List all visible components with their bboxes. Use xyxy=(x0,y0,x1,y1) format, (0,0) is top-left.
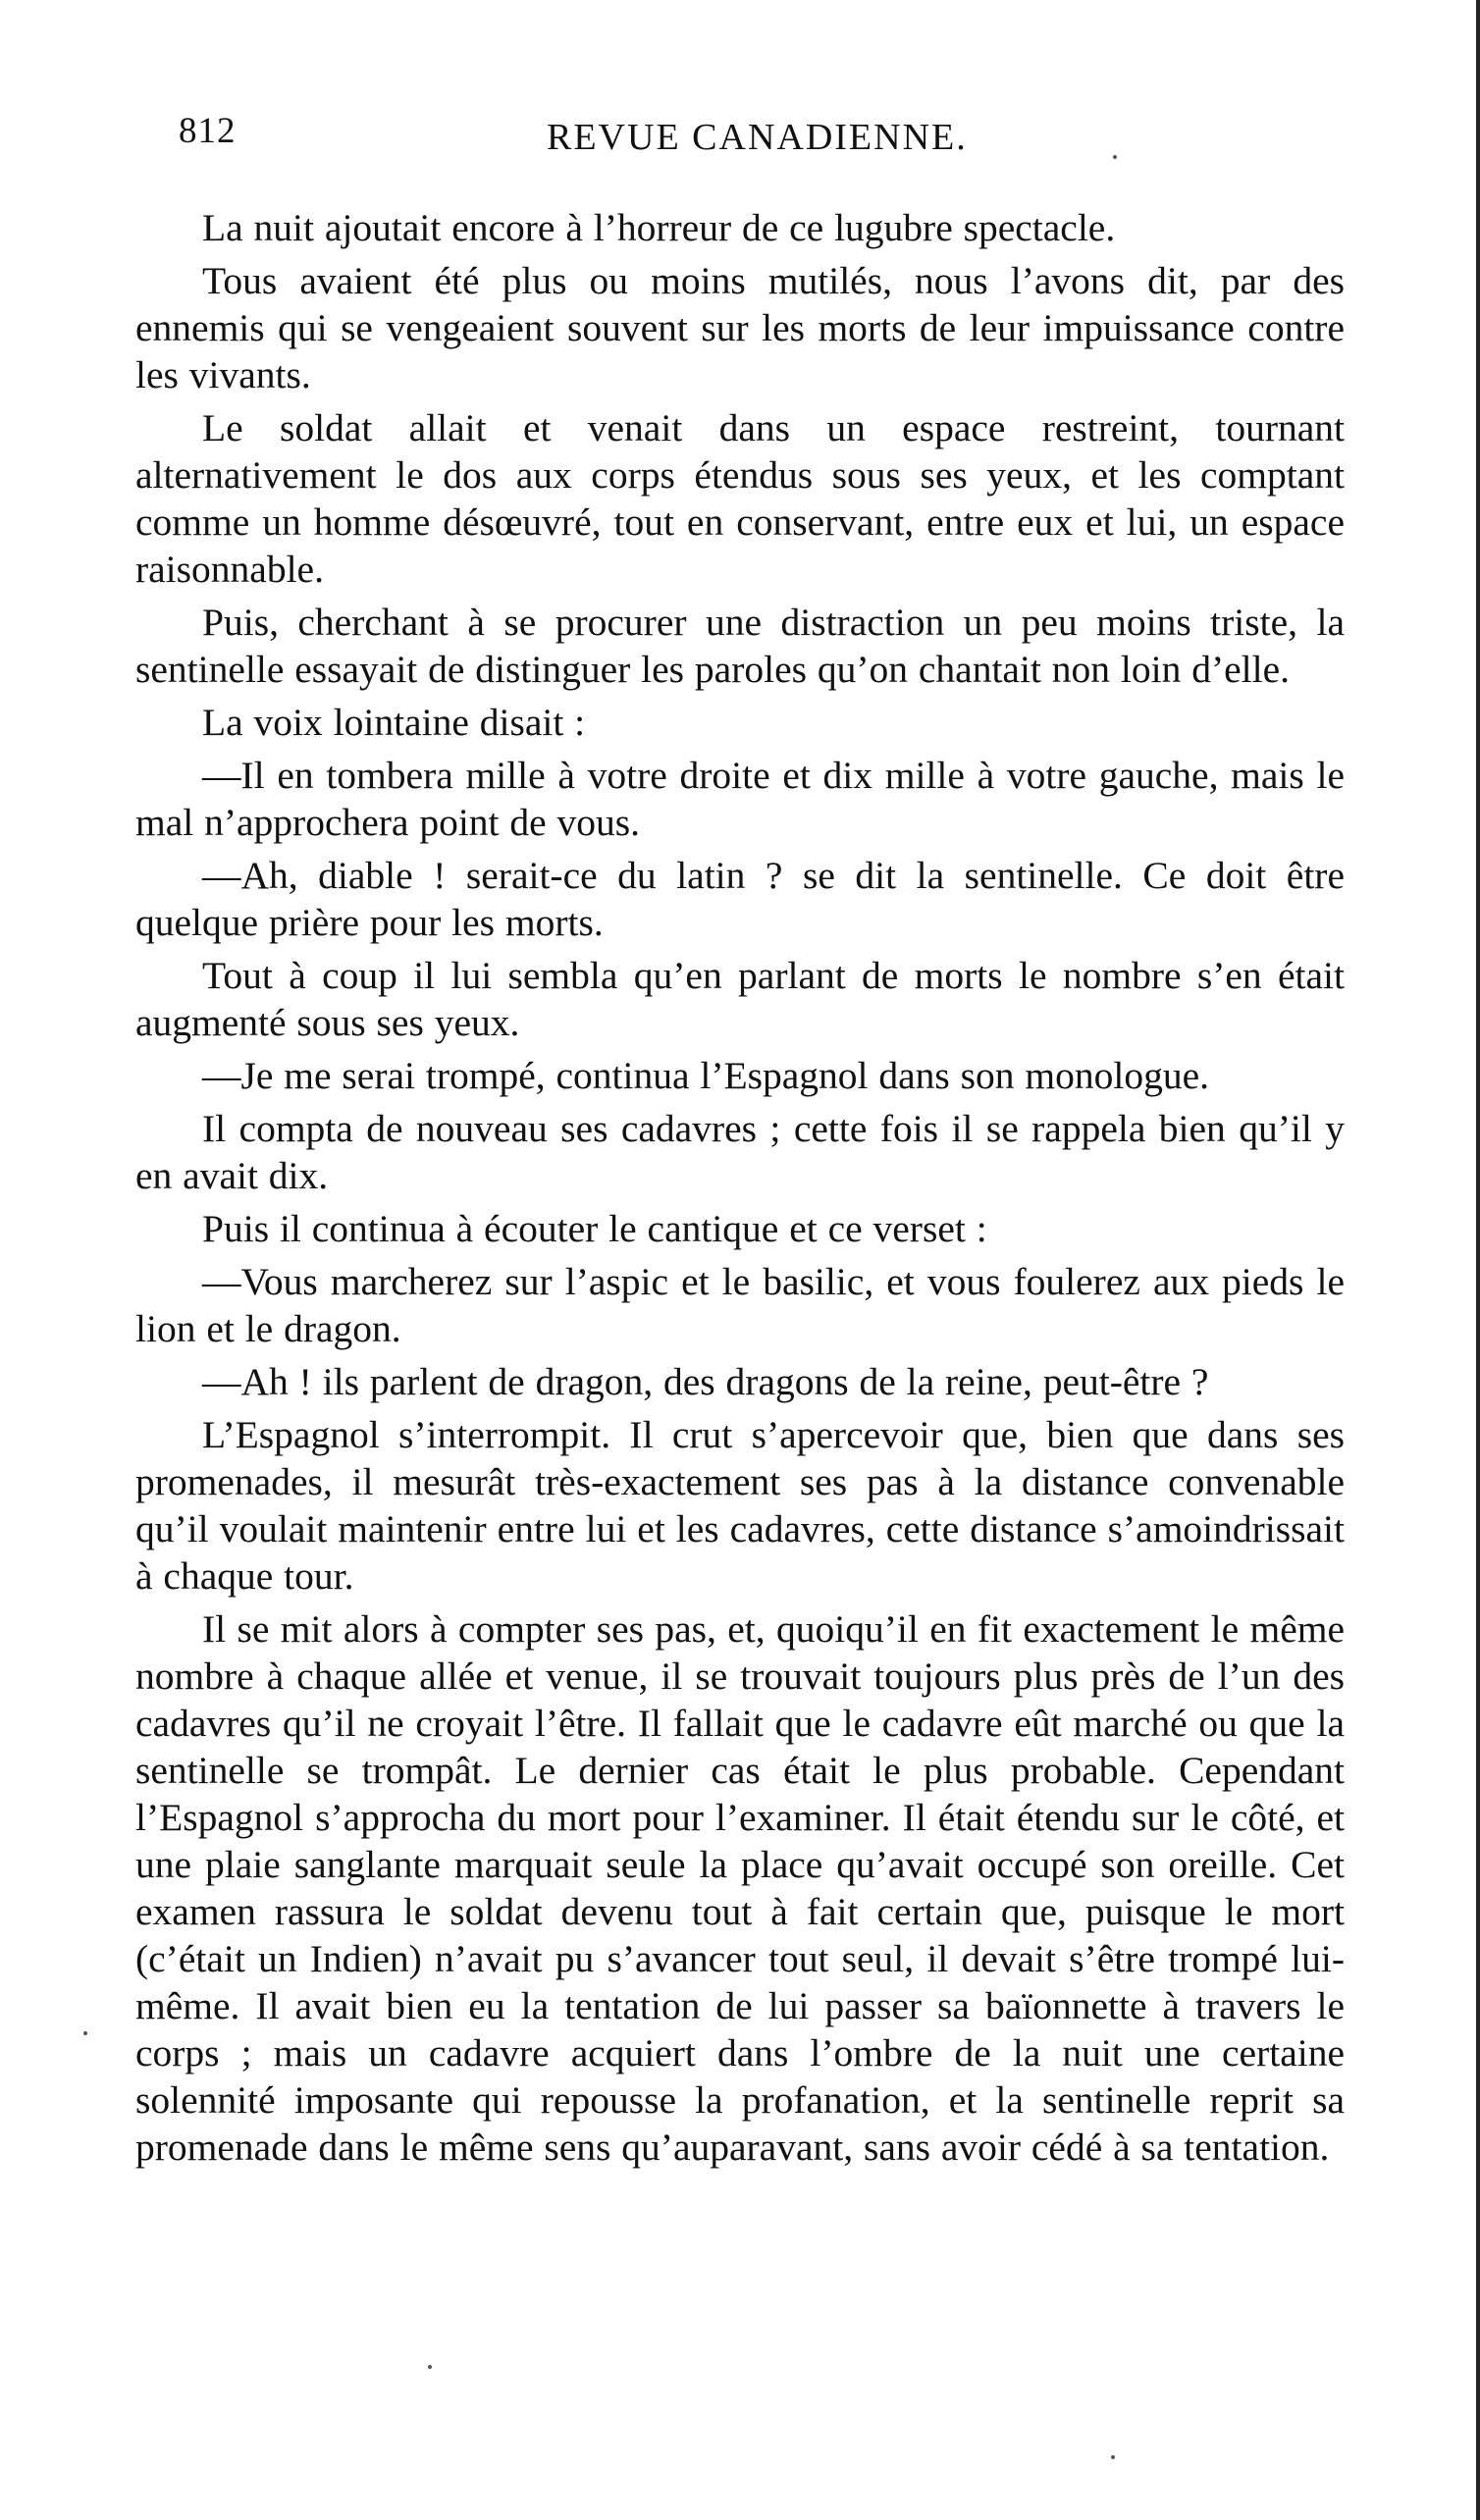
page-edge xyxy=(1476,0,1480,2520)
paragraph: La voix lointaine disait : xyxy=(202,701,586,744)
paragraph: Tous avaient été plus ou moins mutilés, nous l’avons dit, par des ennemis qui se vengeaient souvent sur les morts de leur impuissance contre les vivants. xyxy=(135,259,1345,396)
paragraph: —Je me serai trompé, continua l’Espagnol dans son monologue. xyxy=(202,1054,1210,1097)
page-number: 812 xyxy=(179,111,237,151)
paragraph: —Il en tombera mille à votre droite et dix mille à votre gauche, mais le mal n’approchera point de vous. xyxy=(135,754,1345,844)
paragraph: —Vous marcherez sur l’aspic et le basilic, et vous foulerez aux pieds le lion et le dragon. xyxy=(135,1260,1345,1350)
running-title: REVUE CANADIENNE. xyxy=(547,117,968,158)
paper-speck xyxy=(1113,155,1117,159)
paper-speck xyxy=(83,2031,87,2035)
paragraph: Puis, cherchant à se procurer une distraction un peu moins triste, la sentinelle essayait de distinguer les paroles qu’on chantait non loin d’elle. xyxy=(135,601,1345,691)
body-text xyxy=(135,204,1345,2171)
paragraph: L’Espagnol s’interrompit. Il crut s’apercevoir que, bien que dans ses promenades, il mesurât très-exactement ses pas à la distance convenable qu’il voulait maintenir entre lui et les cadavres, cette distance s’amoindrissait à chaque tour. xyxy=(135,1413,1345,1598)
paragraph: —Ah, diable ! serait-ce du latin ? se dit la sentinelle. Ce doit être quelque prière pour les morts. xyxy=(135,854,1345,944)
page-header xyxy=(179,110,1356,169)
paper-speck xyxy=(428,2365,432,2369)
paragraph: Tout à coup il lui sembla qu’en parlant de morts le nombre s’en était augmenté sous ses yeux. xyxy=(135,954,1345,1044)
paragraph: Il compta de nouveau ses cadavres ; cette fois il se rappela bien qu’il y en avait dix. xyxy=(135,1107,1345,1197)
paragraph: Le soldat allait et venait dans un espace restreint, tournant alternativement le dos aux corps étendus sous ses yeux, et les comptant comme un homme désœuvré, tout en conservant, entre eux et lui, un espace raisonnable. xyxy=(135,406,1345,591)
paper-speck xyxy=(1111,2455,1115,2459)
paragraph: La nuit ajoutait encore à l’horreur de ce lugubre spectacle. xyxy=(202,206,1116,249)
paragraph: —Ah ! ils parlent de dragon, des dragons de la reine, peut-être ? xyxy=(202,1360,1209,1403)
paragraph: Puis il continua à écouter le cantique et ce verset : xyxy=(202,1207,987,1250)
paragraph: Il se mit alors à compter ses pas, et, quoiqu’il en fit exactement le même nombre à chaque allée et venue, il se trouvait toujours plus près de l’un des cadavres qu’il ne croyait l’être. Il fallait que le cadavre eût marché ou que la sentinelle se trompât. Le dernier cas était le plus probable. Cependant l’Espagnol s’approcha du mort pour l’examiner. Il était étendu sur le côté, et une plaie sanglante marquait seule la place qu’avait occupé son oreille. Cet examen rassura le soldat devenu tout à fait certain que, puisque le mort (c’était un Indien) n’avait pu s’avancer tout seul, il devait s’être trompé lui-même. Il avait bien eu la tentation de lui passer sa baïonnette à travers le corps ; mais un cadavre acquiert dans l’ombre de la nuit une certaine solennité imposante qui repousse la profanation, et la sentinelle reprit sa promenade dans le même sens qu’auparavant, sans avoir cédé à sa tentation. xyxy=(135,1607,1345,2169)
